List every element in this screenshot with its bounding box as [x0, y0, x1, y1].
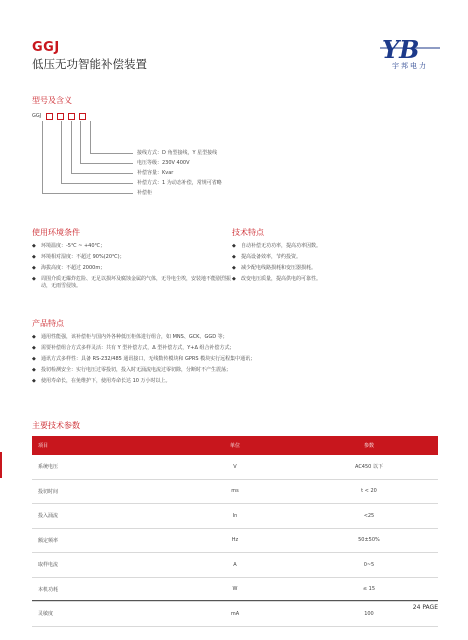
table-cell: AC450 以下: [300, 455, 438, 479]
table-cell: V: [170, 455, 300, 479]
logo-letters: YB: [382, 36, 420, 64]
logo-graphic: [378, 36, 444, 70]
product-heading: 产品特点: [32, 319, 64, 328]
column-header: 参数: [300, 436, 438, 455]
table-row: [32, 553, 438, 578]
list-item: ◆ 海拔高度：不超过 2000m；: [32, 265, 232, 272]
table-cell: 取样电流: [32, 553, 170, 578]
model-desc-5: 补偿柜: [137, 190, 153, 196]
list-item: ◆ 改变电压质量，提高供电的可靠性。: [232, 276, 432, 283]
table-row: [32, 528, 438, 553]
code-box-3: [68, 113, 75, 120]
table-row: [32, 504, 438, 529]
model-code-row: [32, 113, 90, 120]
company-logo: [378, 36, 444, 70]
spec-table: [32, 436, 438, 627]
environment-heading: 使用环境条件: [32, 228, 80, 237]
side-marker: [0, 452, 2, 478]
column-header: 单位: [170, 436, 300, 455]
features-list: [232, 243, 432, 287]
table-cell: ms: [170, 479, 300, 504]
list-item: ◆ 提高设备效率，节约投资。: [232, 254, 432, 261]
table-cell: A: [170, 553, 300, 578]
list-item: ◆ 周围介质无爆炸危险、无足以损坏及腐蚀金属的气体，无导电尘埃，安装地不能剧烈振动，无雨雪侵蚀。: [32, 276, 232, 290]
table-cell: ≤ 15: [300, 577, 438, 602]
spec-heading: 主要技术参数: [32, 421, 80, 430]
code-box-1: [46, 113, 53, 120]
table-cell: W: [170, 577, 300, 602]
table-row: [32, 479, 438, 504]
table-row: [32, 455, 438, 479]
table-cell: 投切时间: [32, 479, 170, 504]
table-cell: 0~5: [300, 553, 438, 578]
table-cell: 本机功耗: [32, 577, 170, 602]
table-row: [32, 602, 438, 627]
list-item: ◆ 通讯方式多样性：具备 RS-232/485 通讯接口，无线数传模块和 GPRS 模块实行远程集中通讯；: [32, 356, 438, 363]
list-item: ◆ 使用寿命长，在免维护下，使用寿命长达 10 万小时以上。: [32, 378, 438, 385]
environment-list: [32, 243, 232, 294]
table-cell: In: [170, 504, 300, 529]
logo-text: 宇邦电力: [392, 62, 428, 70]
table-cell: 100: [300, 602, 438, 627]
table-cell: 灵敏度: [32, 602, 170, 627]
list-item: ◆ 通用性能强，该补偿柜与国内外各种低压柜体进行组合，如 MNS、GCK、GGD 等；: [32, 334, 438, 341]
footer-divider: [32, 600, 438, 601]
table-cell: <25: [300, 504, 438, 529]
table-cell: 额定频率: [32, 528, 170, 553]
table-cell: 50±50%: [300, 528, 438, 553]
model-heading: 型号及含义: [32, 96, 72, 105]
list-item: ◆ 减少配电线路损耗和变压器损耗。: [232, 265, 432, 272]
product-code: GGJ: [32, 40, 60, 55]
page-number: 24 PAGE: [412, 604, 438, 611]
code-box-2: [57, 113, 64, 120]
list-item: ◆ 投切检测安全：实行电压过零投切，投入时无涌流电流过零切除，分断时不产生震荡；: [32, 367, 438, 374]
table-cell: t < 20: [300, 479, 438, 504]
model-desc-1: 接线方式：D 角型接线，Y 星型接线: [137, 150, 218, 156]
product-list: [32, 334, 438, 389]
table-cell: Hz: [170, 528, 300, 553]
table-row: [32, 577, 438, 602]
table-cell: mA: [170, 602, 300, 627]
page-title: 低压无功智能补偿装置: [32, 57, 147, 71]
column-header: 项目: [32, 436, 170, 455]
features-heading: 技术特点: [232, 228, 264, 237]
model-desc-3: 补偿容量：Kvar: [137, 170, 174, 176]
list-item: ◆ 自动补偿无功功率，提高功率因数。: [232, 243, 432, 250]
list-item: ◆ 需要补偿组合方式多样灵活：共有 Y 型补偿方式，Δ 型补偿方式，Y+Δ 组合补偿方式；: [32, 345, 438, 352]
list-item: ◆ 环境温度：-5℃ ~ +40℃；: [32, 243, 232, 250]
table-header-row: [32, 436, 438, 455]
table-cell: 系统电压: [32, 455, 170, 479]
table-cell: 投入涌流: [32, 504, 170, 529]
code-box-4: [79, 113, 86, 120]
model-prefix: GGJ: [32, 113, 42, 119]
model-desc-4: 补偿方式：1 为动态补偿，常规可省略: [137, 180, 222, 186]
model-desc-2: 电压等级：230V 400V: [137, 160, 190, 166]
list-item: ◆ 环境相对湿度：不超过 90%(20℃)；: [32, 254, 232, 261]
